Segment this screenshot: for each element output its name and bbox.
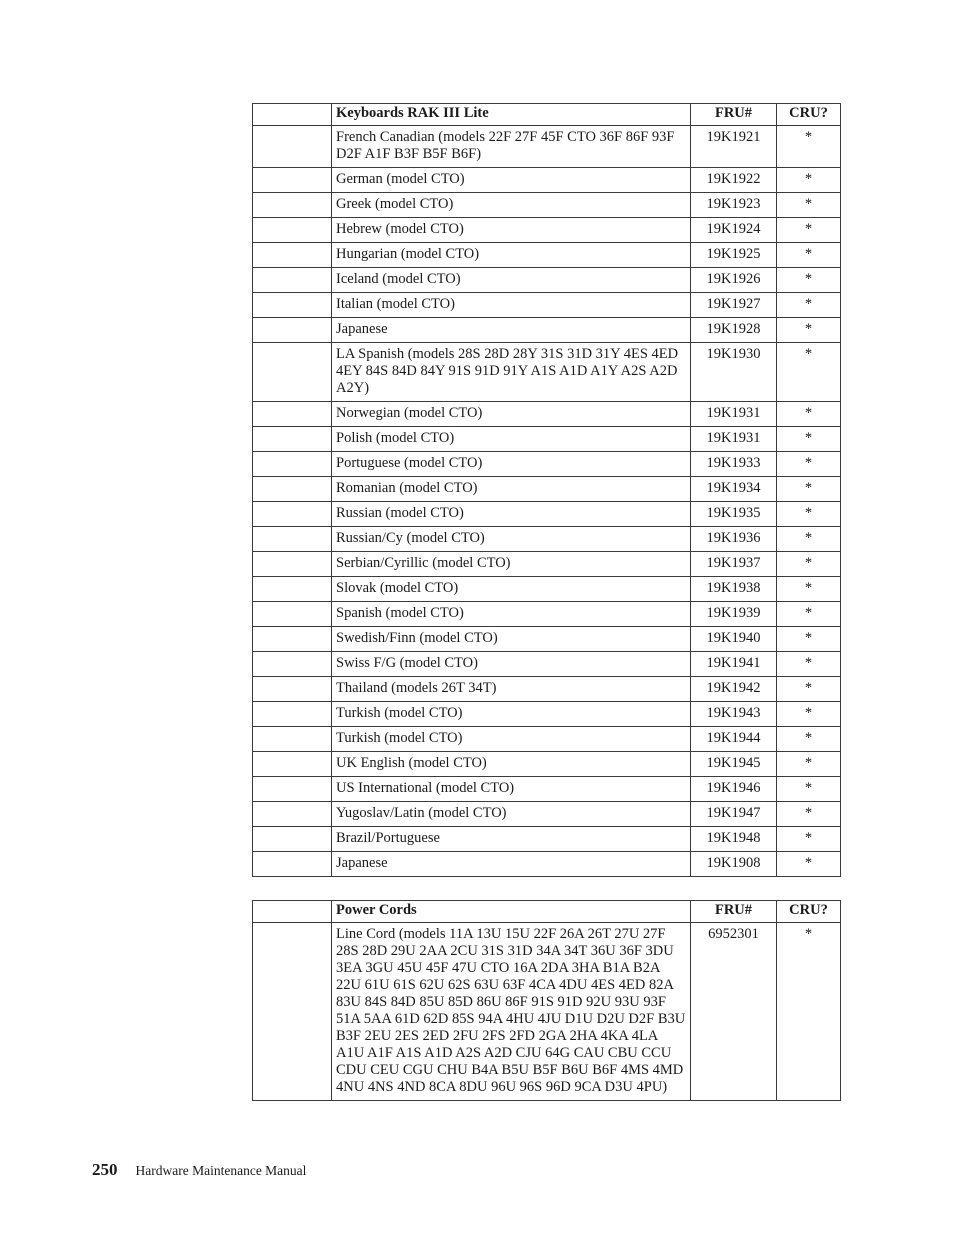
cru-cell: * [777,627,841,652]
cru-cell: * [777,752,841,777]
fru-number-cell: 19K1940 [691,627,777,652]
fru-number-cell: 19K1942 [691,677,777,702]
description-cell: French Canadian (models 22F 27F 45F CTO 36F 86F 93F D2F A1F B3F B5F B6F) [332,126,691,168]
table-row [253,652,841,677]
fru-number-cell: 6952301 [691,923,777,1101]
description-cell: Portuguese (model CTO) [332,452,691,477]
index-cell [253,752,332,777]
description-cell: Swiss F/G (model CTO) [332,652,691,677]
index-cell [253,923,332,1101]
cru-cell: * [777,923,841,1101]
cru-cell: * [777,427,841,452]
table-row [253,802,841,827]
index-cell [253,552,332,577]
index-cell [253,318,332,343]
cru-cell: * [777,268,841,293]
table-row [253,243,841,268]
index-cell [253,268,332,293]
description-cell: Greek (model CTO) [332,193,691,218]
page-footer [92,1160,306,1180]
index-cell [253,452,332,477]
fru-number-cell: 19K1936 [691,527,777,552]
index-cell [253,677,332,702]
index-cell [253,193,332,218]
table-row [253,402,841,427]
fru-number-cell: 19K1925 [691,243,777,268]
description-cell: Turkish (model CTO) [332,702,691,727]
description-cell: US International (model CTO) [332,777,691,802]
fru-number-cell: 19K1934 [691,477,777,502]
fru-number-cell: 19K1928 [691,318,777,343]
keyboards-table-title: Keyboards RAK III Lite [332,104,691,126]
description-cell: Hebrew (model CTO) [332,218,691,243]
table-row [253,777,841,802]
fru-number-cell: 19K1933 [691,452,777,477]
cru-cell: * [777,402,841,427]
cru-cell: * [777,126,841,168]
cru-cell: * [777,852,841,877]
index-cell [253,602,332,627]
table-row [253,827,841,852]
fru-number-cell: 19K1931 [691,427,777,452]
index-cell [253,577,332,602]
table-row [253,318,841,343]
index-cell [253,243,332,268]
index-cell [253,627,332,652]
power-cords-table-title: Power Cords [332,901,691,923]
table-row [253,268,841,293]
description-cell: Swedish/Finn (model CTO) [332,627,691,652]
index-cell [253,502,332,527]
description-cell: Serbian/Cyrillic (model CTO) [332,552,691,577]
description-cell: Thailand (models 26T 34T) [332,677,691,702]
table-row [253,477,841,502]
cru-cell: * [777,168,841,193]
cru-cell: * [777,527,841,552]
fru-number-cell: 19K1923 [691,193,777,218]
table-row [253,343,841,402]
fru-number-cell: 19K1931 [691,402,777,427]
cru-cell: * [777,827,841,852]
fru-number-cell: 19K1944 [691,727,777,752]
description-cell: Turkish (model CTO) [332,727,691,752]
description-cell: Russian (model CTO) [332,502,691,527]
index-cell [253,343,332,402]
index-cell [253,702,332,727]
table-row [253,452,841,477]
description-cell: Line Cord (models 11A 13U 15U 22F 26A 26T 27U 27F 28S 28D 29U 2AA 2CU 31S 31D 34A 34T 36U 36F 3DU 3EA 3GU 45U 45F 47U CTO 16A 2DA 3HA B1A B2A 22U 61U 61S 62U 62S 63U 63F 4CA 4DU 4ES 4ED 82A 83U 84S 84D 85U 85D 86U 86F 91S 91D 92U 93U 93F 51A 5AA 61D 62D 85S 94A 4HU 4JU D1U D2U D2F B3U B3F 2EU 2ES 2ED 2FU 2FS 2FD 2GA 2HA 4KA 4LA A1U A1F A1S A1D A2S A2D CJU 64G CAU CBU CCU CDU CEU CGU CHU B4A B5U B5F B6U B6F 4MS 4MD 4NU 4NS 4ND 8CA 8DU 96U 96S 96D 9CA D3U 4PU) [332,923,691,1101]
description-cell: UK English (model CTO) [332,752,691,777]
cru-cell: * [777,602,841,627]
table-header-row [253,104,841,126]
table-row [253,577,841,602]
description-cell: Romanian (model CTO) [332,477,691,502]
fru-number-cell: 19K1948 [691,827,777,852]
table-row [253,627,841,652]
table-row [253,502,841,527]
index-cell [253,126,332,168]
index-header-cell [253,104,332,126]
manual-title: Hardware Maintenance Manual [135,1163,307,1178]
fru-number-cell: 19K1927 [691,293,777,318]
fru-number-cell: 19K1930 [691,343,777,402]
table-row [253,923,841,1101]
table-row [253,852,841,877]
cru-cell: * [777,577,841,602]
cru-cell: * [777,802,841,827]
index-cell [253,727,332,752]
index-cell [253,293,332,318]
table-row [253,677,841,702]
page-number: 250 [92,1160,118,1179]
cru-cell: * [777,343,841,402]
fru-number-cell: 19K1926 [691,268,777,293]
description-cell: German (model CTO) [332,168,691,193]
cru-cell: * [777,452,841,477]
cru-cell: * [777,552,841,577]
cru-cell: * [777,702,841,727]
description-cell: Iceland (model CTO) [332,268,691,293]
description-cell: Spanish (model CTO) [332,602,691,627]
cru-cell: * [777,502,841,527]
description-cell: Hungarian (model CTO) [332,243,691,268]
fru-number-cell: 19K1945 [691,752,777,777]
index-cell [253,477,332,502]
index-cell [253,427,332,452]
table-row [253,702,841,727]
fru-number-cell: 19K1941 [691,652,777,677]
keyboards-fru-table [252,103,841,877]
fru-number-cell: 19K1908 [691,852,777,877]
index-cell [253,218,332,243]
fru-column-header: FRU# [691,901,777,923]
index-cell [253,827,332,852]
description-cell: Brazil/Portuguese [332,827,691,852]
description-cell: Slovak (model CTO) [332,577,691,602]
table-row [253,602,841,627]
fru-number-cell: 19K1946 [691,777,777,802]
index-header-cell [253,901,332,923]
table-row [253,752,841,777]
table-row [253,126,841,168]
power-cords-fru-table [252,900,841,1101]
description-cell: Yugoslav/Latin (model CTO) [332,802,691,827]
table-row [253,193,841,218]
fru-number-cell: 19K1921 [691,126,777,168]
cru-cell: * [777,777,841,802]
fru-number-cell: 19K1937 [691,552,777,577]
fru-number-cell: 19K1935 [691,502,777,527]
table-row [253,552,841,577]
table-row [253,218,841,243]
description-cell: Japanese [332,852,691,877]
index-cell [253,802,332,827]
table-row [253,168,841,193]
description-cell: Polish (model CTO) [332,427,691,452]
cru-cell: * [777,193,841,218]
fru-number-cell: 19K1924 [691,218,777,243]
fru-number-cell: 19K1922 [691,168,777,193]
cru-cell: * [777,318,841,343]
description-cell: LA Spanish (models 28S 28D 28Y 31S 31D 31Y 4ES 4ED 4EY 84S 84D 84Y 91S 91D 91Y A1S A1D A1Y A2S A2D A2Y) [332,343,691,402]
index-cell [253,527,332,552]
cru-cell: * [777,677,841,702]
description-cell: Norwegian (model CTO) [332,402,691,427]
fru-column-header: FRU# [691,104,777,126]
table-row [253,427,841,452]
cru-cell: * [777,243,841,268]
cru-cell: * [777,727,841,752]
cru-column-header: CRU? [777,901,841,923]
description-cell: Russian/Cy (model CTO) [332,527,691,552]
cru-cell: * [777,652,841,677]
table-row [253,727,841,752]
description-cell: Italian (model CTO) [332,293,691,318]
table-row [253,527,841,552]
index-cell [253,777,332,802]
fru-number-cell: 19K1943 [691,702,777,727]
fru-number-cell: 19K1939 [691,602,777,627]
index-cell [253,168,332,193]
cru-cell: * [777,218,841,243]
table-header-row [253,901,841,923]
cru-cell: * [777,293,841,318]
cru-column-header: CRU? [777,104,841,126]
cru-cell: * [777,477,841,502]
index-cell [253,402,332,427]
fru-number-cell: 19K1938 [691,577,777,602]
table-row [253,293,841,318]
index-cell [253,652,332,677]
fru-number-cell: 19K1947 [691,802,777,827]
index-cell [253,852,332,877]
description-cell: Japanese [332,318,691,343]
